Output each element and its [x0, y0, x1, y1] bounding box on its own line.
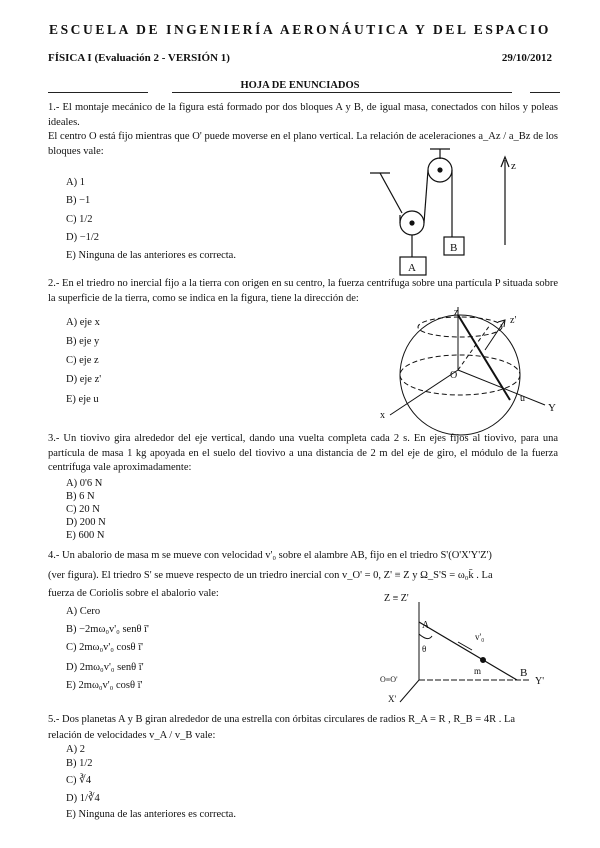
q1-option-a: A) 1	[66, 177, 85, 188]
question-1-text: 1.- El montaje mecánico de la figura está formado por dos bloques A y B, de igual masa, conectados con hilos y poleas ideales.	[48, 102, 558, 128]
q2-option-a: A) eje x	[66, 317, 100, 328]
q4-option-e: E) 2mω₀v'₀ cosθ ī'	[66, 680, 143, 691]
y-axis-label: Y'	[535, 676, 545, 687]
q2-option-e: E) eje u	[66, 394, 99, 405]
q5-option-b: B) 1/2	[66, 758, 93, 769]
q4-option-a: A) Cero	[66, 606, 101, 617]
q3-option-b: B) 6 N	[66, 491, 95, 502]
origin-label: O	[450, 370, 458, 381]
y-label: Y	[548, 402, 556, 414]
question-3-text: 3.- Un tiovivo gira alrededor del eje vertical, dando una vuelta completa cada 2 s. En ejes fijos al tiovivo, para una partícula de masa 1 kg apoyada en el suelo del tiovivo a una distancia de 2 m del eje de giro, el módulo de la fuerza centrífuga vale aproximadamente:	[48, 433, 558, 473]
q3-option-a: A) 0'6 N	[66, 478, 103, 489]
wire-figure	[380, 590, 555, 705]
x-label: x	[380, 410, 385, 421]
q4-option-d: D) 2mω₀v'₀ senθ ī'	[66, 662, 144, 673]
block-a-label: A	[408, 262, 416, 274]
exam-date: 29/10/2012	[501, 52, 552, 64]
question-4-text-3: fuerza de Coriolis sobre el abalorio vale:	[48, 588, 219, 599]
q4-option-b: B) −2mω₀v'₀ senθ ī'	[66, 624, 149, 635]
z-axis-label: z	[511, 160, 516, 172]
divider	[530, 92, 560, 93]
mass-label: m	[474, 666, 482, 676]
q3-option-c: C) 20 N	[66, 504, 100, 515]
sphere-figure	[370, 305, 570, 450]
course-label: FÍSICA I (Evaluación 2 - VERSIÓN 1)	[48, 52, 230, 64]
school-title: ESCUELA DE INGENIERÍA AERONÁUTICA Y DEL ESPACIO	[48, 22, 552, 37]
q3-option-e: E) 600 N	[66, 530, 105, 541]
origin-label: O≡O'	[380, 675, 398, 684]
q1-option-b: B) −1	[66, 195, 91, 206]
z-label: z	[454, 307, 459, 318]
q2-option-d: D) eje z'	[66, 374, 102, 385]
q5-option-e: E) Ninguna de las anteriores es correcta.	[66, 809, 236, 820]
point-a-label: A	[422, 620, 430, 631]
q1-option-e: E) Ninguna de las anteriores es correcta.	[66, 250, 236, 261]
question-4-text-2: (ver figura). El triedro S' se mueve respecto de un triedro inercial con v_O' = 0, Z' ≡ Z y Ω_S'S = ω₀k̄ . La	[48, 570, 493, 581]
z-axis-label: Z ≡ Z'	[384, 593, 409, 604]
question-2-text: 2.- En el triedro no inercial fijo a la tierra con origen en su centro, la fuerza centrífuga sobre una partícula P situada sobre la superficie de la tierra, como se indica en la figura, tiene la dirección de:	[48, 278, 558, 304]
point-b-label: B	[520, 667, 528, 679]
u-label: u	[520, 393, 525, 404]
divider	[172, 92, 512, 93]
q4-option-c: C) 2mω₀v'₀ cosθ ī'	[66, 642, 144, 653]
pulley-figure	[360, 145, 530, 280]
q3-option-d: D) 200 N	[66, 517, 106, 528]
q1-option-c: C) 1/2	[66, 214, 93, 225]
divider	[48, 92, 148, 93]
question-5-text-2: relación de velocidades v_A / v_B vale:	[48, 730, 216, 741]
x-axis-label: X'	[388, 694, 397, 704]
block-b-label: B	[450, 242, 458, 254]
q5-option-c: C) ∛4	[66, 775, 92, 786]
q2-option-b: B) eje y	[66, 336, 100, 347]
question-1-text-2: El centro O está fijo mientras que O' puede moverse en el plano vertical. La relación de aceleraciones a_Az / a_Bz de los bloques vale:	[48, 131, 558, 157]
theta-label: θ	[422, 644, 427, 654]
q5-option-d: D) 1/∛4	[66, 793, 100, 804]
q2-option-c: C) eje z	[66, 355, 99, 366]
sheet-title: HOJA DE ENUNCIADOS	[240, 80, 360, 91]
q1-option-d: D) −1/2	[66, 232, 100, 243]
question-4-text: 4.- Un abalorio de masa m se mueve con velocidad v'₀ sobre el alambre AB, fijo en el triedro S'(O'X'Y'Z')	[48, 550, 492, 561]
question-5-text: 5.- Dos planetas A y B giran alrededor de una estrella con órbitas circulares de radios R_A = R , R_B = 4R . La	[48, 714, 516, 725]
velocity-label: v'₀	[475, 632, 485, 642]
z-prime-label: z'	[510, 315, 517, 326]
q5-option-a: A) 2	[66, 744, 85, 755]
